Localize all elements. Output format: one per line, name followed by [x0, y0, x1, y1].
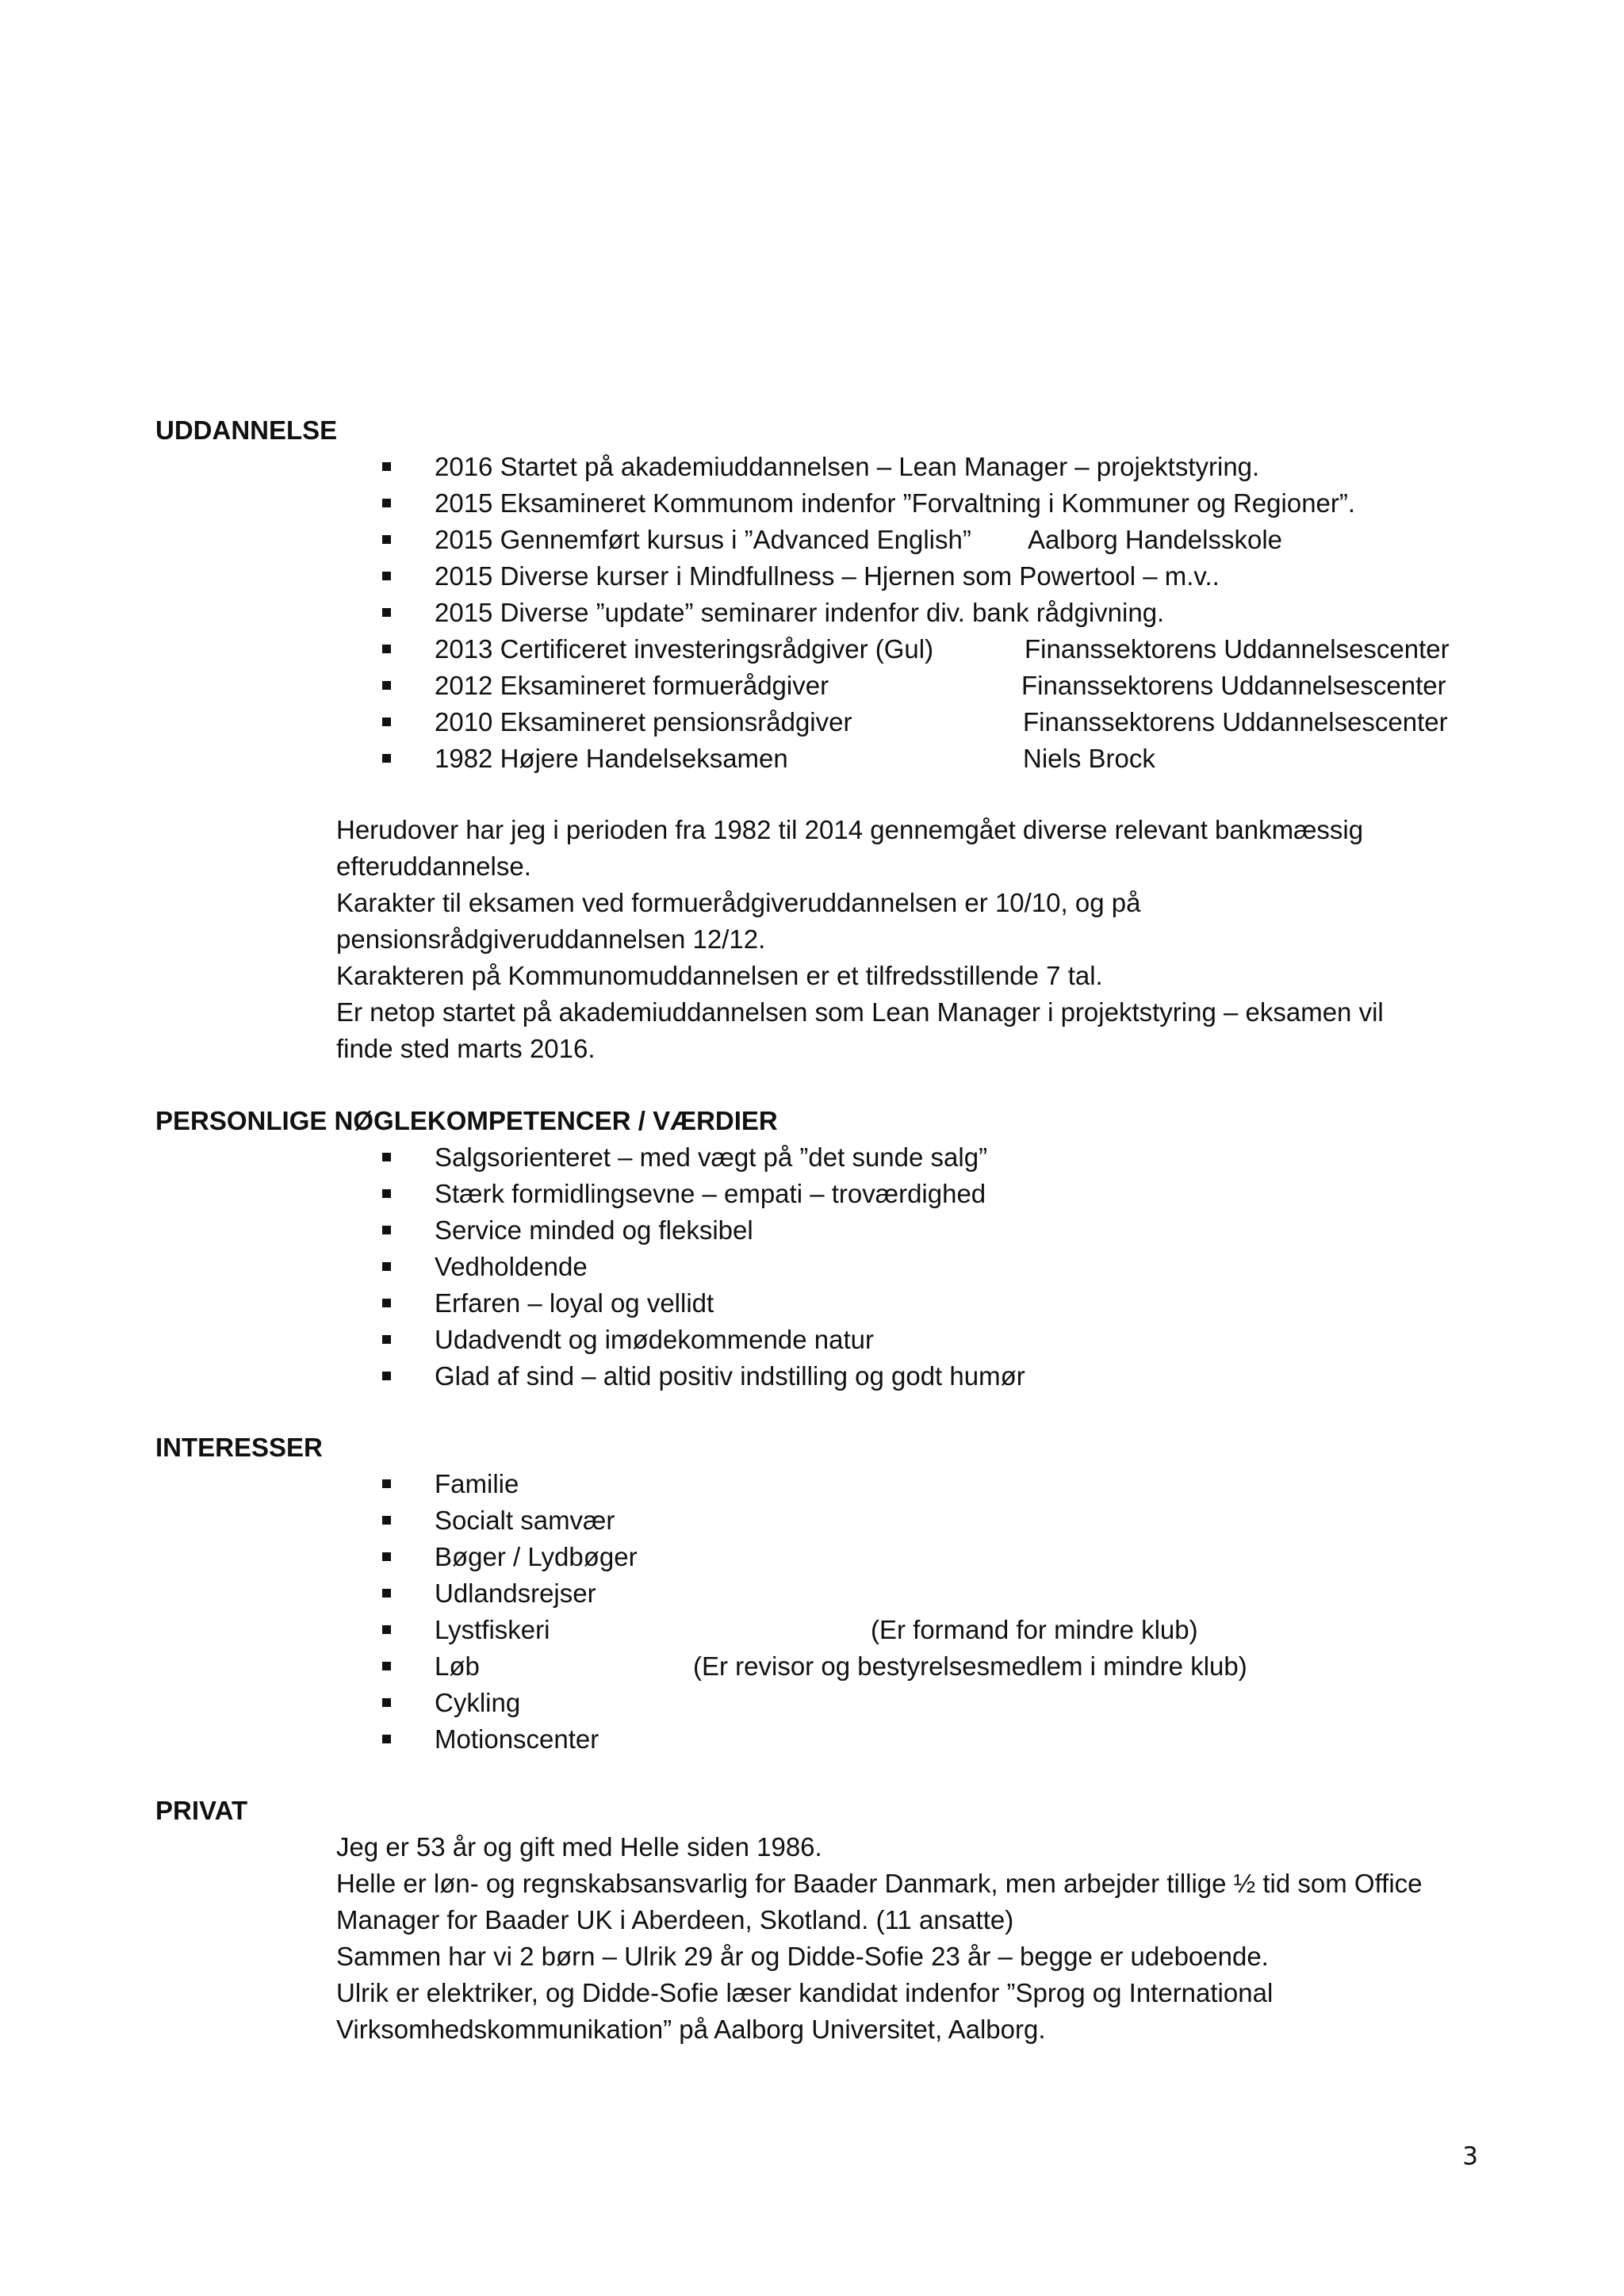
paragraph-line: finde sted marts 2016.	[336, 1034, 596, 1063]
bullet-square-icon	[382, 535, 391, 544]
bullet-square-icon	[382, 1516, 391, 1525]
competence-item-text: Udadvendt og imødekommende natur	[435, 1325, 874, 1354]
paragraph-line: Manager for Baader UK i Aberdeen, Skotland. (11 ansatte)	[336, 1905, 1014, 1934]
bullet-square-icon	[382, 1262, 391, 1271]
section-heading-competences: PERSONLIGE NØGLEKOMPETENCER / VÆRDIER	[155, 1106, 778, 1135]
page-number: 3	[1462, 2142, 1478, 2171]
education-item-text: 1982 Højere Handelseksamen	[435, 744, 788, 773]
competence-item-text: Salgsorienteret – med vægt på ”det sunde salg”	[435, 1142, 988, 1172]
bullet-square-icon	[382, 645, 391, 653]
bullet-square-icon	[382, 1335, 391, 1344]
interest-item-text: Lystfiskeri	[435, 1615, 550, 1644]
competence-item-text: Glad af sind – altid positiv indstilling og godt humør	[435, 1361, 1025, 1391]
competence-item-text: Vedholdende	[435, 1252, 588, 1281]
section-heading-interests: INTERESSER	[155, 1433, 323, 1462]
bullet-square-icon	[382, 1479, 391, 1488]
paragraph-line: Karakter til eksamen ved formuerådgiveruddannelsen er 10/10, og på	[336, 888, 1141, 917]
bullet-square-icon	[382, 1662, 391, 1670]
interest-item-text: Familie	[435, 1469, 519, 1498]
interest-item-note: (Er formand for mindre klub)	[871, 1615, 1198, 1644]
paragraph-line: pensionsrådgiveruddannelsen 12/12.	[336, 924, 766, 954]
bullet-square-icon	[382, 1189, 391, 1198]
education-item-institution: Finanssektorens Uddannelsescenter	[1025, 634, 1450, 664]
education-item-institution: Aalborg Handelsskole	[1028, 525, 1283, 554]
interest-item-text: Socialt samvær	[435, 1506, 615, 1535]
education-item-institution: Finanssektorens Uddannelsescenter	[1021, 671, 1446, 700]
education-paragraph	[336, 812, 1510, 1067]
bullet-square-icon	[382, 608, 391, 617]
education-item-institution: Niels Brock	[1023, 744, 1155, 773]
competence-item-text: Service minded og fleksibel	[435, 1215, 753, 1245]
private-paragraph	[336, 1829, 1510, 2048]
bullet-square-icon	[382, 1698, 391, 1707]
competence-item-text: Stærk formidlingsevne – empati – troværdighed	[435, 1179, 986, 1208]
bullet-square-icon	[382, 1226, 391, 1234]
bullet-square-icon	[382, 499, 391, 507]
bullet-square-icon	[382, 1153, 391, 1161]
bullet-square-icon	[382, 1299, 391, 1307]
education-item-text: 2010 Eksamineret pensionsrådgiver	[435, 707, 852, 737]
interest-item-text: Bøger / Lydbøger	[435, 1542, 638, 1571]
interest-item-text: Motionscenter	[435, 1724, 599, 1754]
education-item-text: 2016 Startet på akademiuddannelsen – Lean Manager – projektstyring.	[435, 452, 1260, 481]
bullet-square-icon	[382, 462, 391, 471]
paragraph-line: Karakteren på Kommunomuddannelsen er et tilfredsstillende 7 tal.	[336, 961, 1103, 990]
education-item-text: 2015 Eksamineret Kommunom indenfor ”Forvaltning i Kommuner og Regioner”.	[435, 488, 1356, 518]
bullet-square-icon	[382, 1589, 391, 1598]
paragraph-line: Jeg er 53 år og gift med Helle siden 1986.	[336, 1832, 822, 1862]
bullet-square-icon	[382, 718, 391, 726]
paragraph-line: Sammen har vi 2 børn – Ulrik 29 år og Didde-Sofie 23 år – begge er udeboende.	[336, 1942, 1269, 1971]
section-heading-private: PRIVAT	[155, 1796, 248, 1825]
bullet-square-icon	[382, 572, 391, 580]
paragraph-line: Ulrik er elektriker, og Didde-Sofie læser kandidat indenfor ”Sprog og International	[336, 1978, 1274, 2007]
paragraph-line: Herudover har jeg i perioden fra 1982 til 2014 gennemgået diverse relevant bankmæssig	[336, 815, 1364, 844]
paragraph-line: Er netop startet på akademiuddannelsen som Lean Manager i projektstyring – eksamen vil	[336, 997, 1384, 1027]
competence-item-text: Erfaren – loyal og vellidt	[435, 1288, 714, 1318]
interest-item-text: Løb	[435, 1651, 480, 1681]
paragraph-line: Helle er løn- og regnskabsansvarlig for Baader Danmark, men arbejder tillige ½ tid som Office	[336, 1869, 1423, 1898]
interest-item-note: (Er revisor og bestyrelsesmedlem i mindre klub)	[693, 1651, 1247, 1681]
bullet-square-icon	[382, 1735, 391, 1743]
paragraph-line: Virksomhedskommunikation” på Aalborg Universitet, Aalborg.	[336, 2015, 1046, 2044]
education-item-text: 2015 Diverse kurser i Mindfullness – Hjernen som Powertool – m.v..	[435, 561, 1220, 591]
interest-item-text: Cykling	[435, 1688, 521, 1717]
education-item-institution: Finanssektorens Uddannelsescenter	[1023, 707, 1448, 737]
bullet-square-icon	[382, 754, 391, 763]
interest-item-text: Udlandsrejser	[435, 1578, 596, 1608]
education-item-text: 2012 Eksamineret formuerådgiver	[435, 671, 829, 700]
education-item-text: 2013 Certificeret investeringsrådgiver (Gul)	[435, 634, 934, 664]
bullet-square-icon	[382, 681, 391, 690]
section-heading-education: UDDANNELSE	[155, 415, 338, 445]
education-item-text: 2015 Gennemført kursus i ”Advanced English”	[435, 525, 971, 554]
bullet-square-icon	[382, 1625, 391, 1634]
paragraph-line: efteruddannelse.	[336, 851, 531, 881]
bullet-square-icon	[382, 1372, 391, 1380]
bullet-square-icon	[382, 1552, 391, 1561]
education-item-text: 2015 Diverse ”update” seminarer indenfor div. bank rådgivning.	[435, 598, 1165, 627]
